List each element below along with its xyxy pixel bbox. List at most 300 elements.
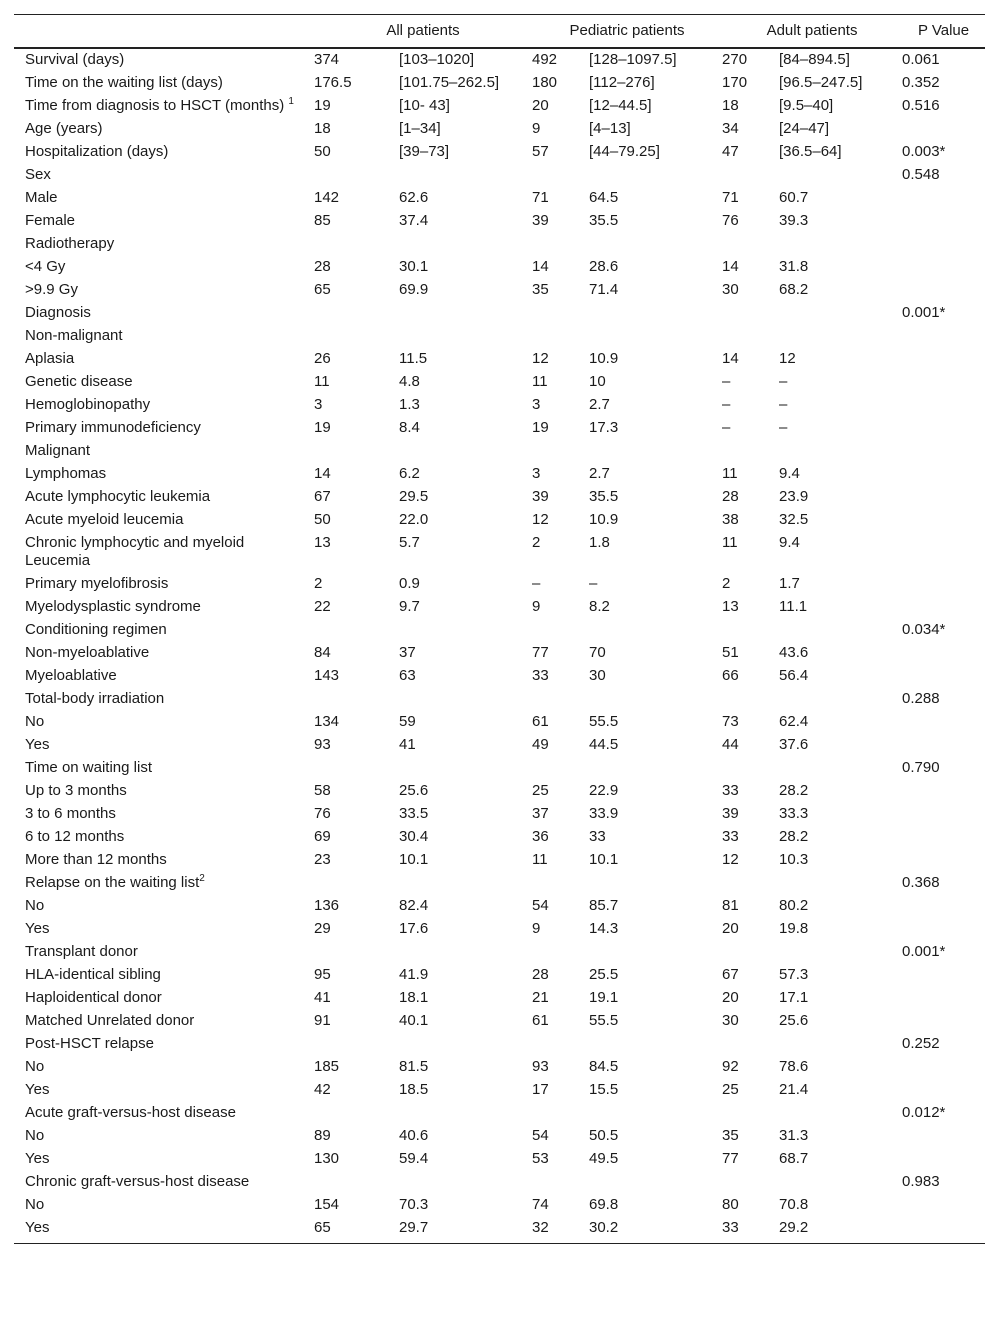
cell-adult-value: [779, 619, 902, 642]
cell-pediatric-value: [589, 872, 722, 895]
cell-p-value: 0.252: [902, 1034, 940, 1052]
cell-pediatric-value: 33.9: [589, 804, 619, 822]
cell-pediatric-n: –: [532, 574, 541, 592]
cell-all-value: 9.7: [399, 597, 420, 615]
cell-pediatric-value: 64.5: [589, 188, 619, 206]
cell-all-n: [314, 872, 399, 895]
cell-adult-n: 81: [722, 896, 739, 914]
cell-adult-value: [779, 872, 902, 895]
cell-all-value: [399, 1033, 532, 1056]
cell-adult-value: [779, 1102, 902, 1125]
cell-p-value: 0.001*: [902, 942, 946, 960]
cell-all-value: 81.5: [399, 1057, 429, 1075]
row-label-text: Yes: [25, 919, 50, 937]
cell-pediatric-value: 14.3: [589, 919, 619, 937]
cell-adult-n: 14: [722, 257, 739, 275]
cell-adult-value: –: [779, 372, 788, 390]
cell-adult-n: [722, 619, 779, 642]
cell-pediatric-value: 71.4: [589, 280, 619, 298]
cell-pediatric-n: 28: [532, 965, 549, 983]
cell-pediatric-value: 44.5: [589, 735, 619, 753]
cell-pediatric-n: 20: [532, 96, 549, 114]
cell-all-n: 89: [314, 1126, 331, 1144]
cell-adult-value: 68.2: [779, 280, 809, 298]
row-label: [14, 872, 314, 895]
cell-adult-n: 13: [722, 597, 739, 615]
cell-all-value: 29.7: [399, 1217, 532, 1244]
cell-pediatric-value: [589, 941, 722, 964]
cell-p-value: [902, 1010, 985, 1033]
cell-adult-n: 30: [722, 1011, 739, 1029]
cell-adult-value: 39.3: [779, 211, 809, 229]
cell-all-value: [399, 619, 532, 642]
cell-pediatric-value: [589, 1033, 722, 1056]
row-label: [14, 941, 314, 964]
cell-all-value: 41: [399, 735, 416, 753]
cell-pediatric-n: 53: [532, 1149, 549, 1167]
cell-p-value: 0.516: [902, 96, 940, 114]
row-label-text: No: [25, 1195, 45, 1213]
cell-pediatric-n: 57: [532, 142, 549, 160]
cell-adult-value: [779, 1171, 902, 1194]
row-label-text: No: [25, 712, 45, 730]
cell-adult-value: [36.5–64]: [779, 142, 842, 160]
cell-adult-value: 31.3: [779, 1126, 809, 1144]
cell-all-value: 17.6: [399, 919, 429, 937]
cell-pediatric-n: [532, 440, 589, 463]
cell-pediatric-n: [532, 1171, 589, 1194]
cell-adult-n: [722, 233, 779, 256]
cell-all-value: 37.4: [399, 211, 429, 229]
cell-adult-value: 56.4: [779, 666, 809, 684]
cell-all-value: 59: [399, 712, 416, 730]
table-row: [14, 711, 985, 734]
cell-pediatric-value: 19.1: [589, 988, 619, 1006]
row-label-text: Relapse on the waiting list: [25, 873, 200, 891]
cell-all-n: 130: [314, 1149, 340, 1167]
row-label-text: Total-body irradiation: [25, 689, 165, 707]
cell-all-value: 59.4: [399, 1149, 429, 1167]
cell-p-value: [902, 210, 985, 233]
row-label: [14, 1171, 314, 1194]
cell-pediatric-n: 71: [532, 188, 549, 206]
row-label-text: More than 12 months: [25, 850, 167, 868]
row-label: [14, 918, 314, 941]
cell-all-n: 14: [314, 464, 331, 482]
cell-pediatric-n: [532, 302, 589, 325]
cell-all-n: 85: [314, 211, 331, 229]
table-row: [14, 1148, 985, 1171]
cell-p-value: [902, 348, 985, 371]
cell-all-value: 40.1: [399, 1011, 429, 1029]
table-row: [14, 279, 985, 302]
row-label: [14, 665, 314, 688]
row-label-text: Aplasia: [25, 349, 75, 367]
cell-adult-n: 47: [722, 142, 739, 160]
cell-adult-n: 2: [722, 574, 731, 592]
cell-adult-n: 39: [722, 804, 739, 822]
cell-all-n: 69: [314, 827, 331, 845]
cell-p-value: [902, 1125, 985, 1148]
cell-pediatric-n: [532, 941, 589, 964]
row-label: [14, 619, 314, 642]
row-label-text: Acute graft-versus-host disease: [25, 1103, 236, 1121]
cell-pediatric-n: 33: [532, 666, 549, 684]
row-label: [14, 688, 314, 711]
cell-adult-value: 28.2: [779, 827, 809, 845]
row-label: [14, 757, 314, 780]
cell-p-value: [902, 1079, 985, 1102]
patient-characteristics-table: [14, 14, 985, 1244]
cell-all-value: 22.0: [399, 510, 429, 528]
cell-p-value: [902, 1148, 985, 1171]
cell-all-value: [39–73]: [399, 142, 450, 160]
cell-adult-n: 92: [722, 1057, 739, 1075]
cell-p-value: [902, 895, 985, 918]
row-label-text: >9.9 Gy: [25, 280, 78, 298]
cell-all-n: 26: [314, 349, 331, 367]
cell-all-value: [399, 941, 532, 964]
cell-adult-n: [722, 1171, 779, 1194]
cell-p-value: [902, 780, 985, 803]
cell-p-value: [902, 509, 985, 532]
cell-pediatric-value: [589, 233, 722, 256]
row-label: [14, 573, 314, 596]
cell-adult-n: 28: [722, 487, 739, 505]
cell-adult-value: 33.3: [779, 804, 809, 822]
cell-all-value: [10- 43]: [399, 96, 450, 114]
row-label-text: Lymphomas: [25, 464, 107, 482]
cell-all-value: 40.6: [399, 1126, 429, 1144]
table-row: [14, 987, 985, 1010]
row-label-text: Female: [25, 211, 76, 229]
table-row: [14, 941, 985, 964]
cell-pediatric-value: [589, 688, 722, 711]
cell-all-n: [314, 757, 399, 780]
cell-all-value: 33.5: [399, 804, 429, 822]
cell-p-value: [902, 371, 985, 394]
cell-pediatric-n: 492: [532, 50, 558, 68]
cell-adult-value: 10.3: [779, 850, 809, 868]
cell-adult-n: 73: [722, 712, 739, 730]
cell-pediatric-value: [128–1097.5]: [589, 50, 677, 68]
table-row: [14, 95, 985, 118]
cell-pediatric-n: 21: [532, 988, 549, 1006]
cell-adult-n: 14: [722, 349, 739, 367]
cell-all-n: 22: [314, 597, 331, 615]
cell-adult-n: 33: [722, 827, 739, 845]
cell-adult-value: 9.4: [779, 533, 800, 551]
cell-all-value: 11.5: [399, 349, 428, 367]
cell-pediatric-n: 39: [532, 487, 549, 505]
table-row: [14, 596, 985, 619]
cell-all-n: 136: [314, 896, 340, 914]
cell-pediatric-n: 12: [532, 510, 549, 528]
cell-all-n: 143: [314, 666, 340, 684]
cell-adult-value: [779, 440, 902, 463]
cell-all-value: 6.2: [399, 464, 420, 482]
cell-p-value: [902, 711, 985, 734]
header-all-patients: All patients: [314, 15, 532, 48]
cell-adult-value: 60.7: [779, 188, 809, 206]
cell-pediatric-value: [589, 619, 722, 642]
cell-adult-value: [779, 941, 902, 964]
row-label-text: Post-HSCT relapse: [25, 1034, 154, 1052]
cell-p-value: [902, 187, 985, 210]
cell-pediatric-value: 85.7: [589, 896, 619, 914]
cell-pediatric-value: [589, 757, 722, 780]
row-label: [14, 95, 314, 118]
row-label: [14, 1079, 314, 1102]
cell-pediatric-n: 2: [532, 533, 541, 551]
cell-pediatric-value: 2.7: [589, 464, 610, 482]
cell-all-value: 25.6: [399, 781, 429, 799]
row-label: [14, 394, 314, 417]
row-label: [14, 440, 314, 463]
cell-all-value: 8.4: [399, 418, 420, 436]
row-label-text: Sex: [25, 165, 51, 183]
cell-pediatric-value: [589, 164, 722, 187]
cell-pediatric-n: 17: [532, 1080, 549, 1098]
cell-all-value: [101.75–262.5]: [399, 73, 500, 91]
cell-pediatric-value: 50.5: [589, 1126, 619, 1144]
cell-pediatric-n: 3: [532, 395, 541, 413]
footnote-marker: 2: [199, 872, 205, 884]
table-row: [14, 1079, 985, 1102]
cell-p-value: [902, 486, 985, 509]
cell-p-value: [902, 1194, 985, 1217]
cell-p-value: 0.001*: [902, 303, 946, 321]
row-label: [14, 711, 314, 734]
table-row: [14, 48, 985, 72]
row-label-text: Matched Unrelated donor: [25, 1011, 195, 1029]
cell-pediatric-value: 25.5: [589, 965, 619, 983]
cell-all-value: 62.6: [399, 188, 429, 206]
cell-pediatric-value: [589, 1102, 722, 1125]
cell-p-value: 0.012*: [902, 1103, 946, 1121]
cell-pediatric-value: [4–13]: [589, 119, 631, 137]
cell-p-value: 0.368: [902, 873, 940, 891]
cell-pediatric-n: 9: [532, 597, 541, 615]
cell-all-n: [314, 233, 399, 256]
cell-adult-n: 80: [722, 1195, 739, 1213]
cell-all-value: 29.5: [399, 487, 429, 505]
cell-pediatric-value: 10.9: [589, 510, 619, 528]
cell-pediatric-value: 10.1: [589, 850, 619, 868]
row-label-text: Genetic disease: [25, 372, 133, 390]
cell-all-value: 0.9: [399, 574, 420, 592]
cell-adult-n: [722, 688, 779, 711]
cell-all-value: 18.5: [399, 1080, 429, 1098]
cell-pediatric-value: 55.5: [589, 712, 619, 730]
row-label: [14, 509, 314, 532]
row-label-text: Chronic graft-versus-host disease: [25, 1172, 250, 1190]
cell-all-n: [314, 302, 399, 325]
cell-all-n: 95: [314, 965, 331, 983]
row-label-text: <4 Gy: [25, 257, 66, 275]
table-row: [14, 210, 985, 233]
cell-all-n: [314, 1033, 399, 1056]
cell-all-value: 69.9: [399, 280, 429, 298]
cell-adult-n: [722, 941, 779, 964]
row-label: [14, 118, 314, 141]
cell-pediatric-n: 12: [532, 349, 549, 367]
cell-pediatric-n: 54: [532, 896, 549, 914]
cell-pediatric-n: 35: [532, 280, 549, 298]
cell-pediatric-value: [589, 302, 722, 325]
cell-pediatric-value: 49.5: [589, 1149, 619, 1167]
row-label-text: Hospitalization (days): [25, 142, 169, 160]
row-label-text: Haploidentical donor: [25, 988, 162, 1006]
table-row: [14, 826, 985, 849]
row-label-text: Hemoglobinopathy: [25, 395, 151, 413]
cell-all-value: 30.1: [399, 257, 429, 275]
row-label-text: Primary myelofibrosis: [25, 574, 169, 592]
row-label: [14, 371, 314, 394]
header-adult-patients: Adult patients: [722, 15, 902, 48]
cell-p-value: 0.061: [902, 50, 940, 68]
row-label-text: Time on waiting list: [25, 758, 152, 776]
cell-adult-n: [722, 1033, 779, 1056]
cell-p-value: [902, 417, 985, 440]
row-label: [14, 1056, 314, 1079]
cell-adult-value: 68.7: [779, 1149, 809, 1167]
cell-p-value: [902, 596, 985, 619]
cell-adult-value: 23.9: [779, 487, 809, 505]
cell-pediatric-value: 30: [589, 666, 606, 684]
cell-adult-value: 31.8: [779, 257, 809, 275]
cell-pediatric-value: [589, 1171, 722, 1194]
cell-all-n: 154: [314, 1195, 340, 1213]
cell-all-n: 142: [314, 188, 340, 206]
cell-pediatric-n: [532, 1033, 589, 1056]
cell-all-n: [314, 619, 399, 642]
row-label: [14, 325, 314, 348]
cell-all-n: 91: [314, 1011, 331, 1029]
cell-adult-value: 29.2: [779, 1217, 902, 1244]
cell-all-value: 70.3: [399, 1195, 429, 1213]
cell-pediatric-n: [532, 233, 589, 256]
cell-pediatric-value: 2.7: [589, 395, 610, 413]
cell-p-value: [902, 642, 985, 665]
cell-adult-value: –: [779, 418, 788, 436]
table-row: [14, 918, 985, 941]
header-label-column: [14, 15, 314, 48]
cell-p-value: [902, 233, 985, 256]
row-label: [14, 596, 314, 619]
row-label: [14, 256, 314, 279]
cell-pediatric-value: [589, 440, 722, 463]
cell-adult-n: 77: [722, 1149, 739, 1167]
cell-pediatric-n: 3: [532, 464, 541, 482]
table-row: [14, 164, 985, 187]
cell-all-value: 30.4: [399, 827, 429, 845]
cell-all-value: 10.1: [399, 850, 429, 868]
row-label: [14, 164, 314, 187]
row-label-text: Time from diagnosis to HSCT (months): [25, 96, 285, 114]
cell-adult-value: 17.1: [779, 988, 809, 1006]
cell-adult-n: –: [722, 395, 731, 413]
table-row: [14, 642, 985, 665]
row-label: [14, 1010, 314, 1033]
cell-pediatric-n: 19: [532, 418, 549, 436]
cell-adult-n: 11: [722, 464, 738, 482]
cell-adult-n: 20: [722, 988, 739, 1006]
cell-pediatric-value: 22.9: [589, 781, 619, 799]
cell-adult-value: 32.5: [779, 510, 809, 528]
row-label-text: Yes: [25, 735, 50, 753]
cell-pediatric-value: 15.5: [589, 1080, 619, 1098]
cell-pediatric-n: 37: [532, 804, 549, 822]
cell-adult-value: [84–894.5]: [779, 50, 850, 68]
cell-pediatric-value: 1.8: [589, 533, 610, 551]
cell-adult-value: 80.2: [779, 896, 809, 914]
table-row: [14, 964, 985, 987]
row-label: [14, 348, 314, 371]
cell-adult-value: 43.6: [779, 643, 809, 661]
cell-pediatric-value: [12–44.5]: [589, 96, 652, 114]
table-row: [14, 371, 985, 394]
cell-all-n: [314, 688, 399, 711]
cell-pediatric-n: 11: [532, 372, 548, 390]
cell-p-value: [902, 1217, 985, 1244]
table-row: [14, 780, 985, 803]
cell-pediatric-value: [44–79.25]: [589, 142, 660, 160]
cell-all-value: 63: [399, 666, 416, 684]
row-label: [14, 1194, 314, 1217]
cell-p-value: 0.003*: [902, 142, 946, 160]
cell-adult-value: 11.1: [779, 597, 808, 615]
cell-adult-n: –: [722, 372, 731, 390]
cell-pediatric-n: [532, 688, 589, 711]
cell-p-value: [902, 734, 985, 757]
cell-adult-n: [722, 872, 779, 895]
cell-all-n: 93: [314, 735, 331, 753]
cell-p-value: 0.790: [902, 758, 940, 776]
cell-all-n: 176.5: [314, 73, 352, 91]
cell-adult-n: 51: [722, 643, 739, 661]
table-row: [14, 757, 985, 780]
cell-all-value: [399, 164, 532, 187]
cell-adult-n: 20: [722, 919, 739, 937]
cell-p-value: [902, 918, 985, 941]
row-label-text: Acute myeloid leucemia: [25, 510, 184, 528]
cell-pediatric-n: [532, 757, 589, 780]
row-label-text: Time on the waiting list (days): [25, 73, 223, 91]
table-row: [14, 1010, 985, 1033]
row-label-text: Yes: [25, 1149, 50, 1167]
cell-pediatric-n: 93: [532, 1057, 549, 1075]
header-pediatric-patients: Pediatric patients: [532, 15, 722, 48]
row-label: [14, 187, 314, 210]
cell-adult-value: [779, 233, 902, 256]
row-label-text: Up to 3 months: [25, 781, 127, 799]
header-row: [14, 15, 985, 48]
table-row: [14, 509, 985, 532]
cell-all-value: [399, 1102, 532, 1125]
table-row: [14, 440, 985, 463]
cell-pediatric-n: [532, 325, 589, 348]
cell-adult-value: 25.6: [779, 1011, 809, 1029]
cell-all-n: 18: [314, 119, 331, 137]
cell-pediatric-value: [112–276]: [589, 73, 655, 91]
cell-adult-value: 1.7: [779, 574, 800, 592]
cell-all-value: 37: [399, 643, 416, 661]
table-row: [14, 1125, 985, 1148]
cell-all-value: 4.8: [399, 372, 420, 390]
row-label-text: Diagnosis: [25, 303, 91, 321]
cell-all-n: [314, 164, 399, 187]
